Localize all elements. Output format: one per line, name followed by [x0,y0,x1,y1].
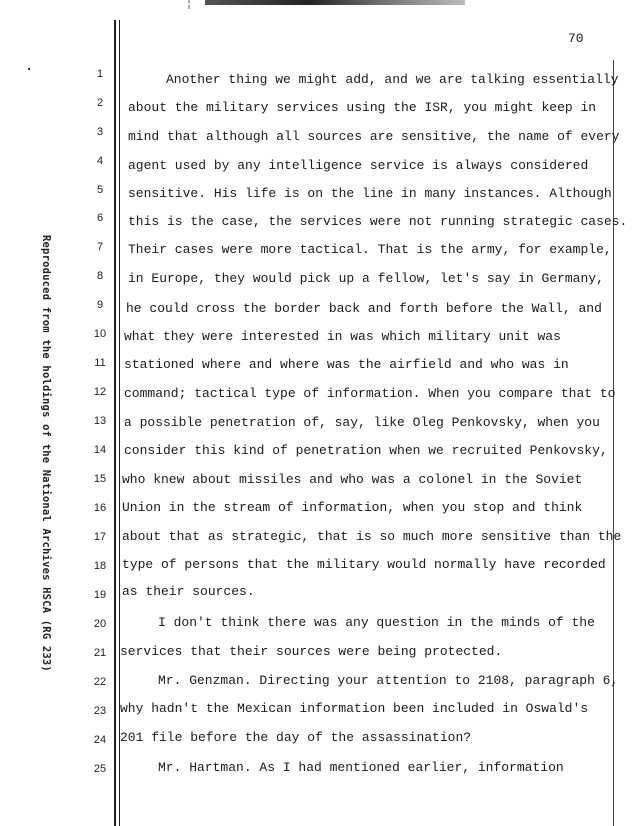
transcript-line: about the military services using the ISR, you might keep in [128,100,597,115]
transcript-line: Another thing we might add, and we are talking essentially [166,72,619,87]
transcript-line: 201 file before the day of the assassination? [120,730,472,745]
transcript-line: consider this kind of penetration when we recruited Penkovsky, [124,443,608,458]
line-number: 5 [96,184,104,196]
line-number: 21 [93,647,107,659]
line-number: 12 [93,386,107,398]
line-number: 19 [93,589,107,601]
line-number: 11 [94,357,106,369]
line-number: 1 [96,68,104,80]
transcript-line: a possible penetration of, say, like Oleg Penkovsky, when you [124,415,600,430]
line-number: 18 [93,560,107,572]
transcript-line: in Europe, they would pick up a fellow, let's say in Germany, [128,271,604,286]
line-number: 3 [96,126,104,138]
right-margin-rule [613,60,614,826]
line-number: 20 [93,618,107,630]
line-number: 15 [93,473,107,485]
line-number: 14 [93,444,107,456]
transcript-line: mind that although all sources are sensitive, the name of every [128,129,620,144]
transcript-line: this is the case, the services were not running strategic cases. [128,214,628,229]
transcript-line: sensitive. His life is on the line in many instances. Although [128,186,612,201]
transcript-line: I don't think there was any question in the minds of the [158,615,595,630]
transcript-line: as their sources. [122,584,255,599]
transcript-line: Mr. Genzman. Directing your attention to 2108, paragraph 6, [158,673,619,688]
line-number: 25 [93,763,107,775]
line-number: 7 [96,241,104,253]
archive-margin-note: Reproduced from the holdings of the National Archives HSCA (RG 233) [40,235,52,672]
line-number: 24 [93,734,107,746]
transcript-line: Union in the stream of information, when you stop and think [122,500,583,515]
transcript-line: agent used by any intelligence service is always considered [128,158,589,173]
transcript-line: command; tactical type of information. When you compare that to [124,386,616,401]
transcript-line: he could cross the border back and forth before the Wall, and [126,301,602,316]
margin-speck [28,68,30,70]
line-number: 8 [96,270,104,282]
transcript-line: why hadn't the Mexican information been included in Oswald's [120,701,589,716]
line-number: 6 [96,212,104,224]
left-margin-rule [114,20,116,826]
transcript-line: services that their sources were being protected. [120,644,503,659]
line-number: 4 [96,155,104,167]
line-number: 9 [96,299,104,311]
line-number: 22 [93,676,107,688]
line-number: 23 [93,705,107,717]
transcript-line: about that as strategic, that is so much more sensitive than the [122,529,622,544]
transcript-line: Mr. Hartman. As I had mentioned earlier, information [158,760,564,775]
top-edge-smudge [205,0,465,5]
line-number: 17 [93,531,107,543]
line-number: 13 [93,415,107,427]
top-edge-mark: ¦ [186,0,193,11]
transcript-line: type of persons that the military would normally have recorded [122,557,606,572]
transcript-line: what they were interested in was which military unit was [124,329,561,344]
line-number: 2 [96,97,104,109]
transcript-line: Their cases were more tactical. That is the army, for example, [128,242,612,257]
page-number: 70 [568,31,584,46]
transcript-line: who knew about missiles and who was a colonel in the Soviet [122,472,583,487]
transcript-line: stationed where and where was the airfield and who was in [124,357,569,372]
line-number: 10 [93,328,107,340]
line-number: 16 [93,502,107,514]
